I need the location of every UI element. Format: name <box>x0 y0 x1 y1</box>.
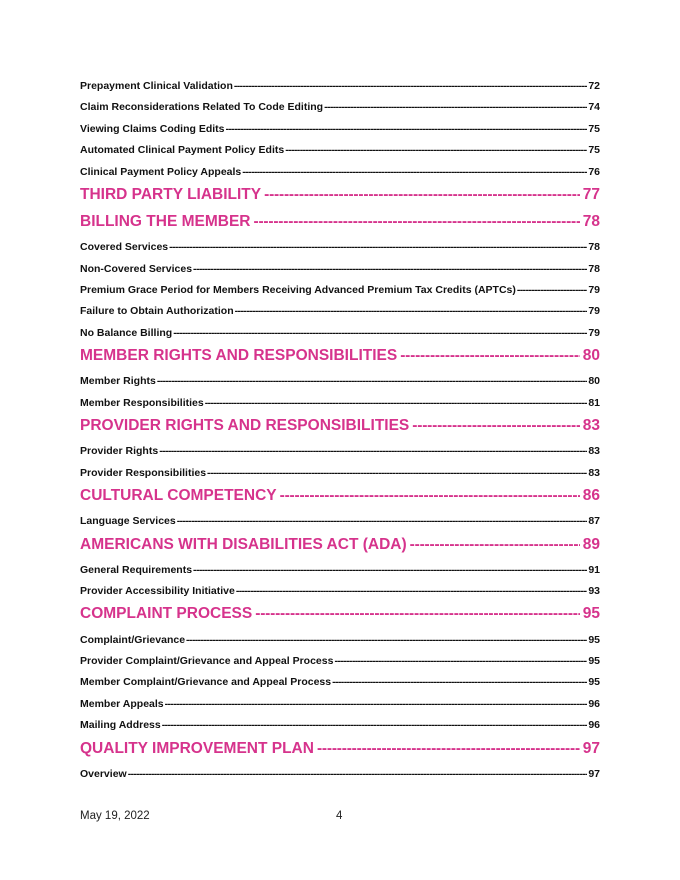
toc-entry[interactable] <box>80 634 600 648</box>
toc-entry-page: 76 <box>588 166 600 178</box>
toc-leader-dots <box>242 166 587 178</box>
footer-date: May 19, 2022 <box>80 810 150 822</box>
toc-entry-page: 75 <box>588 123 600 135</box>
toc-leader-dots <box>280 487 580 505</box>
toc-heading[interactable] <box>80 487 600 507</box>
toc-leader-dots <box>157 375 587 387</box>
toc-entry-page: 78 <box>588 241 600 253</box>
toc-entry-title: Member Rights <box>80 375 156 387</box>
toc-entry[interactable] <box>80 564 600 578</box>
toc-heading[interactable] <box>80 605 600 625</box>
toc-entry[interactable] <box>80 719 600 733</box>
toc-entry[interactable] <box>80 263 600 277</box>
toc-entry-page: 83 <box>588 445 600 457</box>
toc-leader-dots <box>186 634 587 646</box>
toc-entry-page: 79 <box>588 327 600 339</box>
toc-leader-dots <box>193 564 587 576</box>
toc-entry-page: 79 <box>588 305 600 317</box>
toc-heading-page: 83 <box>582 417 600 434</box>
toc-leader-dots <box>264 186 580 204</box>
toc-heading-title: THIRD PARTY LIABILITY <box>80 186 262 203</box>
toc-entry-page: 93 <box>588 585 600 597</box>
footer-page-number: 4 <box>336 810 343 822</box>
toc-entry-page: 95 <box>588 676 600 688</box>
toc-entry-page: 87 <box>588 515 600 527</box>
toc-leader-dots <box>400 347 580 365</box>
toc-heading-title: AMERICANS WITH DISABILITIES ACT (ADA) <box>80 536 407 553</box>
toc-entry-page: 78 <box>588 263 600 275</box>
toc-entry-page: 74 <box>588 101 600 113</box>
toc-entry[interactable] <box>80 585 600 599</box>
toc-heading-title: BILLING THE MEMBER <box>80 213 251 230</box>
toc-leader-dots <box>324 101 587 113</box>
toc-leader-dots <box>177 515 588 527</box>
toc-leader-dots <box>173 327 587 339</box>
toc-entry[interactable] <box>80 467 600 481</box>
toc-leader-dots <box>226 123 588 135</box>
toc-heading-title: MEMBER RIGHTS AND RESPONSIBILITIES <box>80 347 398 364</box>
toc-entry-title: Clinical Payment Policy Appeals <box>80 166 242 178</box>
toc-entry-title: Provider Rights <box>80 445 159 457</box>
toc-leader-dots <box>517 284 587 296</box>
toc-entry-title: Failure to Obtain Authorization <box>80 305 234 317</box>
toc-heading[interactable] <box>80 213 600 233</box>
toc-entry[interactable] <box>80 80 600 94</box>
toc-entry-page: 75 <box>588 144 600 156</box>
toc-heading-page: 77 <box>582 186 600 203</box>
toc-entry-title: Covered Services <box>80 241 169 253</box>
toc-leader-dots <box>205 397 588 409</box>
toc-heading[interactable] <box>80 417 600 437</box>
toc-entry-title: Non-Covered Services <box>80 263 193 275</box>
toc-entry[interactable] <box>80 144 600 158</box>
toc-entry[interactable] <box>80 768 600 782</box>
toc-leader-dots <box>165 698 588 710</box>
toc-entry-title: Provider Responsibilities <box>80 467 207 479</box>
page-footer <box>80 810 600 826</box>
toc-heading-title: CULTURAL COMPETENCY <box>80 487 277 504</box>
toc-heading-title: PROVIDER RIGHTS AND RESPONSIBILITIES <box>80 417 410 434</box>
toc-entry-page: 96 <box>588 698 600 710</box>
toc-entry-page: 95 <box>588 655 600 667</box>
toc-heading-title: COMPLAINT PROCESS <box>80 605 253 622</box>
toc-entry-title: Member Appeals <box>80 698 164 710</box>
toc-leader-dots <box>207 467 587 479</box>
toc-heading[interactable] <box>80 186 600 206</box>
toc-leader-dots <box>169 241 587 253</box>
toc-heading-page: 95 <box>582 605 600 622</box>
toc-entry-title: Overview <box>80 768 127 780</box>
toc-leader-dots <box>255 605 580 623</box>
toc-entry-page: 81 <box>588 397 600 409</box>
toc-leader-dots <box>332 676 587 688</box>
toc-entry[interactable] <box>80 101 600 115</box>
toc-entry-page: 72 <box>588 80 600 92</box>
toc-entry[interactable] <box>80 397 600 411</box>
toc-entry-title: Prepayment Clinical Validation <box>80 80 233 92</box>
toc-heading[interactable] <box>80 536 600 556</box>
toc-leader-dots <box>334 655 587 667</box>
toc-entry-title: Provider Accessibility Initiative <box>80 585 235 597</box>
toc-entry[interactable] <box>80 284 600 298</box>
toc-entry-page: 79 <box>588 284 600 296</box>
toc-heading-page: 86 <box>582 487 600 504</box>
toc-leader-dots <box>159 445 587 457</box>
toc-entry[interactable] <box>80 305 600 319</box>
toc-entry-page: 97 <box>588 768 600 780</box>
toc-entry[interactable] <box>80 375 600 389</box>
toc-entry-title: Claim Reconsiderations Related To Code Editing <box>80 101 324 113</box>
toc-entry[interactable] <box>80 445 600 459</box>
toc-leader-dots <box>285 144 587 156</box>
toc-heading-page: 89 <box>582 536 600 553</box>
toc-entry[interactable] <box>80 123 600 137</box>
toc-entry-title: Viewing Claims Coding Edits <box>80 123 225 135</box>
toc-leader-dots <box>412 417 579 435</box>
toc-entry-page: 91 <box>588 564 600 576</box>
toc-leader-dots <box>410 536 580 554</box>
toc-entry-title: Premium Grace Period for Members Receiving Advanced Premium Tax Credits (APTCs) <box>80 284 516 296</box>
toc-heading-page: 78 <box>582 213 600 230</box>
toc-leader-dots <box>254 213 580 231</box>
toc-entry[interactable] <box>80 241 600 255</box>
toc-entry[interactable] <box>80 676 600 690</box>
toc-heading-title: QUALITY IMPROVEMENT PLAN <box>80 740 314 757</box>
toc-entry[interactable] <box>80 698 600 712</box>
toc-heading-page: 97 <box>582 740 600 757</box>
toc-entry[interactable] <box>80 166 600 180</box>
toc-leader-dots <box>235 305 588 317</box>
toc-leader-dots <box>317 740 580 758</box>
toc-entry-title: No Balance Billing <box>80 327 173 339</box>
toc-entry-page: 80 <box>588 375 600 387</box>
toc-entry-page: 83 <box>588 467 600 479</box>
toc-entry-title: Mailing Address <box>80 719 161 731</box>
toc-entry-title: Member Complaint/Grievance and Appeal Process <box>80 676 332 688</box>
toc-leader-dots <box>128 768 588 780</box>
toc-entry-page: 95 <box>588 634 600 646</box>
toc-leader-dots <box>234 80 587 92</box>
toc-entry[interactable] <box>80 515 600 529</box>
toc-heading[interactable] <box>80 740 600 760</box>
toc-heading[interactable] <box>80 347 600 367</box>
toc-entry[interactable] <box>80 327 600 341</box>
toc-entry[interactable] <box>80 655 600 669</box>
toc-leader-dots <box>193 263 587 275</box>
toc-entry-page: 96 <box>588 719 600 731</box>
toc-entry-title: Provider Complaint/Grievance and Appeal Process <box>80 655 334 667</box>
toc-entry-title: General Requirements <box>80 564 193 576</box>
toc-leader-dots <box>236 585 587 597</box>
toc-entry-title: Language Services <box>80 515 176 527</box>
toc-entry-title: Automated Clinical Payment Policy Edits <box>80 144 285 156</box>
toc-leader-dots <box>162 719 588 731</box>
toc-entry-title: Member Responsibilities <box>80 397 204 409</box>
toc-entry-title: Complaint/Grievance <box>80 634 186 646</box>
toc-heading-page: 80 <box>582 347 600 364</box>
